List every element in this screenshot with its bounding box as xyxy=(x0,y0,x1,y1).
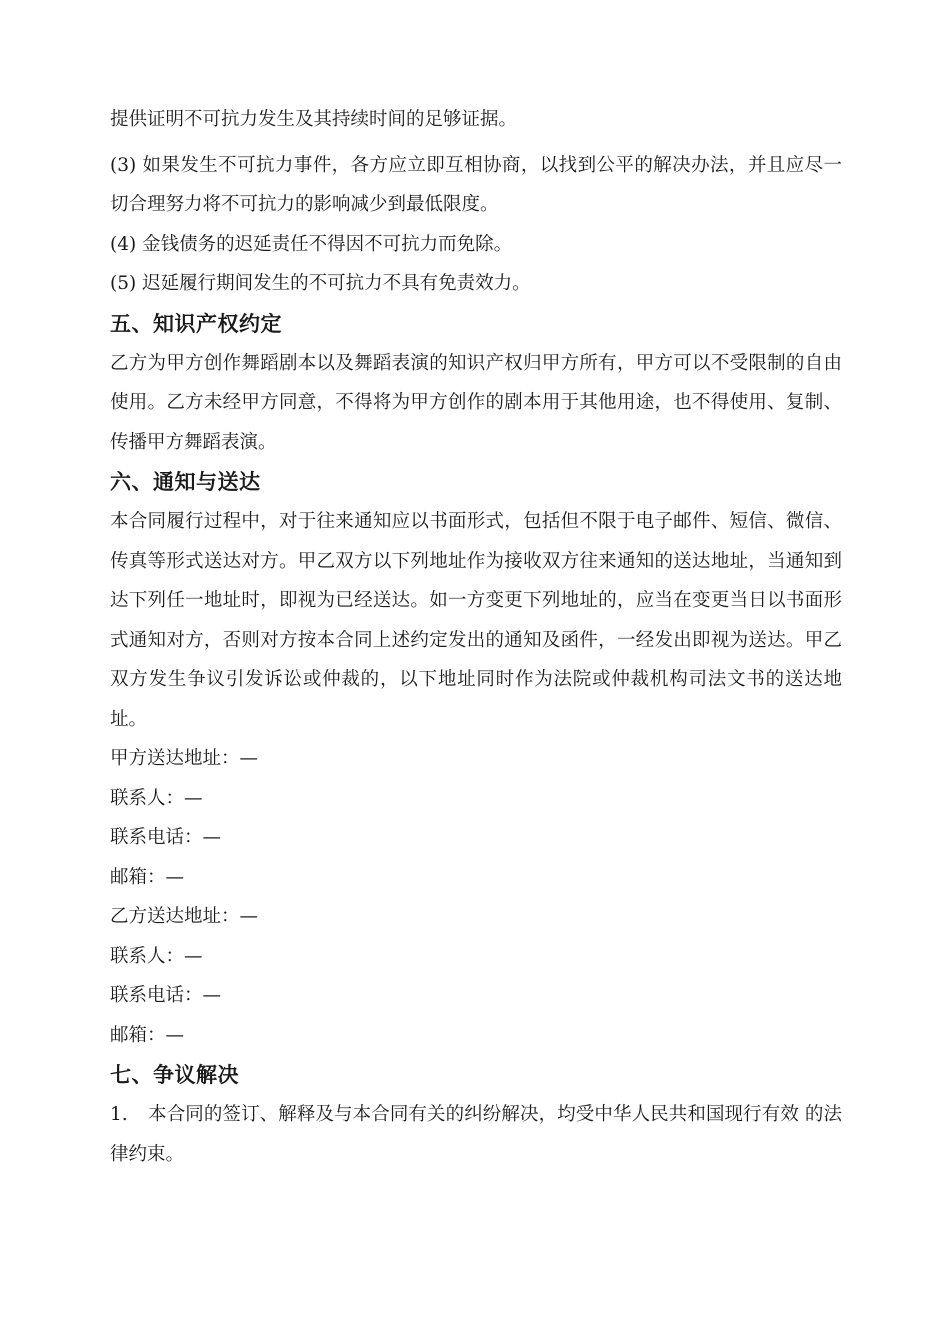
force-majeure-item-5: (5) 迟延履行期间发生的不可抗力不具有免责效力。 xyxy=(110,273,531,294)
section-7-item-1-text: 本合同的签订、解释及与本合同有关的纠纷解决，均受中华人民共和国现行有效 的法律约束。 xyxy=(110,1104,842,1165)
party-a-contact: 联系人：— xyxy=(110,787,203,809)
section-7-item-1 xyxy=(110,1095,842,1174)
document-page xyxy=(110,100,842,1174)
section-7-item-1-number: 1. xyxy=(110,1104,128,1125)
party-b-phone: 联系电话：— xyxy=(110,985,222,1006)
party-a-email: 邮箱：— xyxy=(110,866,185,888)
section-5-heading: 五、知识产权约定 xyxy=(110,311,282,336)
party-a-phone: 联系电话：— xyxy=(110,827,222,848)
section-6-heading: 六、通知与送达 xyxy=(110,470,261,494)
section-7-heading: 七、争议解决 xyxy=(110,1063,239,1087)
party-b-address: 乙方送达地址：— xyxy=(110,906,259,927)
party-b-email: 邮箱：— xyxy=(110,1024,185,1046)
force-majeure-item-3: (3) 如果发生不可抗力事件，各方应立即互相协商，以找到公平的解决办法，并且应尽一切合理努力将不可抗力的影响减少到最低限度。 xyxy=(110,154,842,215)
force-majeure-continuation: 提供证明不可抗力发生及其持续时间的足够证据。 xyxy=(110,109,518,130)
section-5-body: 乙方为甲方创作舞蹈剧本以及舞蹈表演的知识产权归甲方所有，甲方可以不受限制的自由使用。乙方未经甲方同意，不得将为甲方创作的剧本用于其他用途，也不得使用、复制、传播甲方舞蹈表演。 xyxy=(110,352,842,453)
party-b-contact: 联系人：— xyxy=(110,945,203,967)
force-majeure-item-4: (4) 金钱债务的迟延责任不得因不可抗力而免除。 xyxy=(110,233,513,255)
section-6-body: 本合同履行过程中，对于往来通知应以书面形式，包括但不限于电子邮件、短信、微信、传真等形式送达对方。甲乙双方以下列地址作为接收双方往来通知的送达地址，当通知到达下列任一地址时，即视为已经送达。如一方变更下列地址的，应当在变更当日以书面形式通知对方，否则对方按本合同上述约定发出的通知及函件，一经发出即视为送达。甲乙双方发生争议引发诉讼或仲裁的，以下地址同时作为法院或仲裁机构司法文书的送达地址。 xyxy=(110,511,842,730)
party-a-address: 甲方送达地址：— xyxy=(110,748,259,769)
